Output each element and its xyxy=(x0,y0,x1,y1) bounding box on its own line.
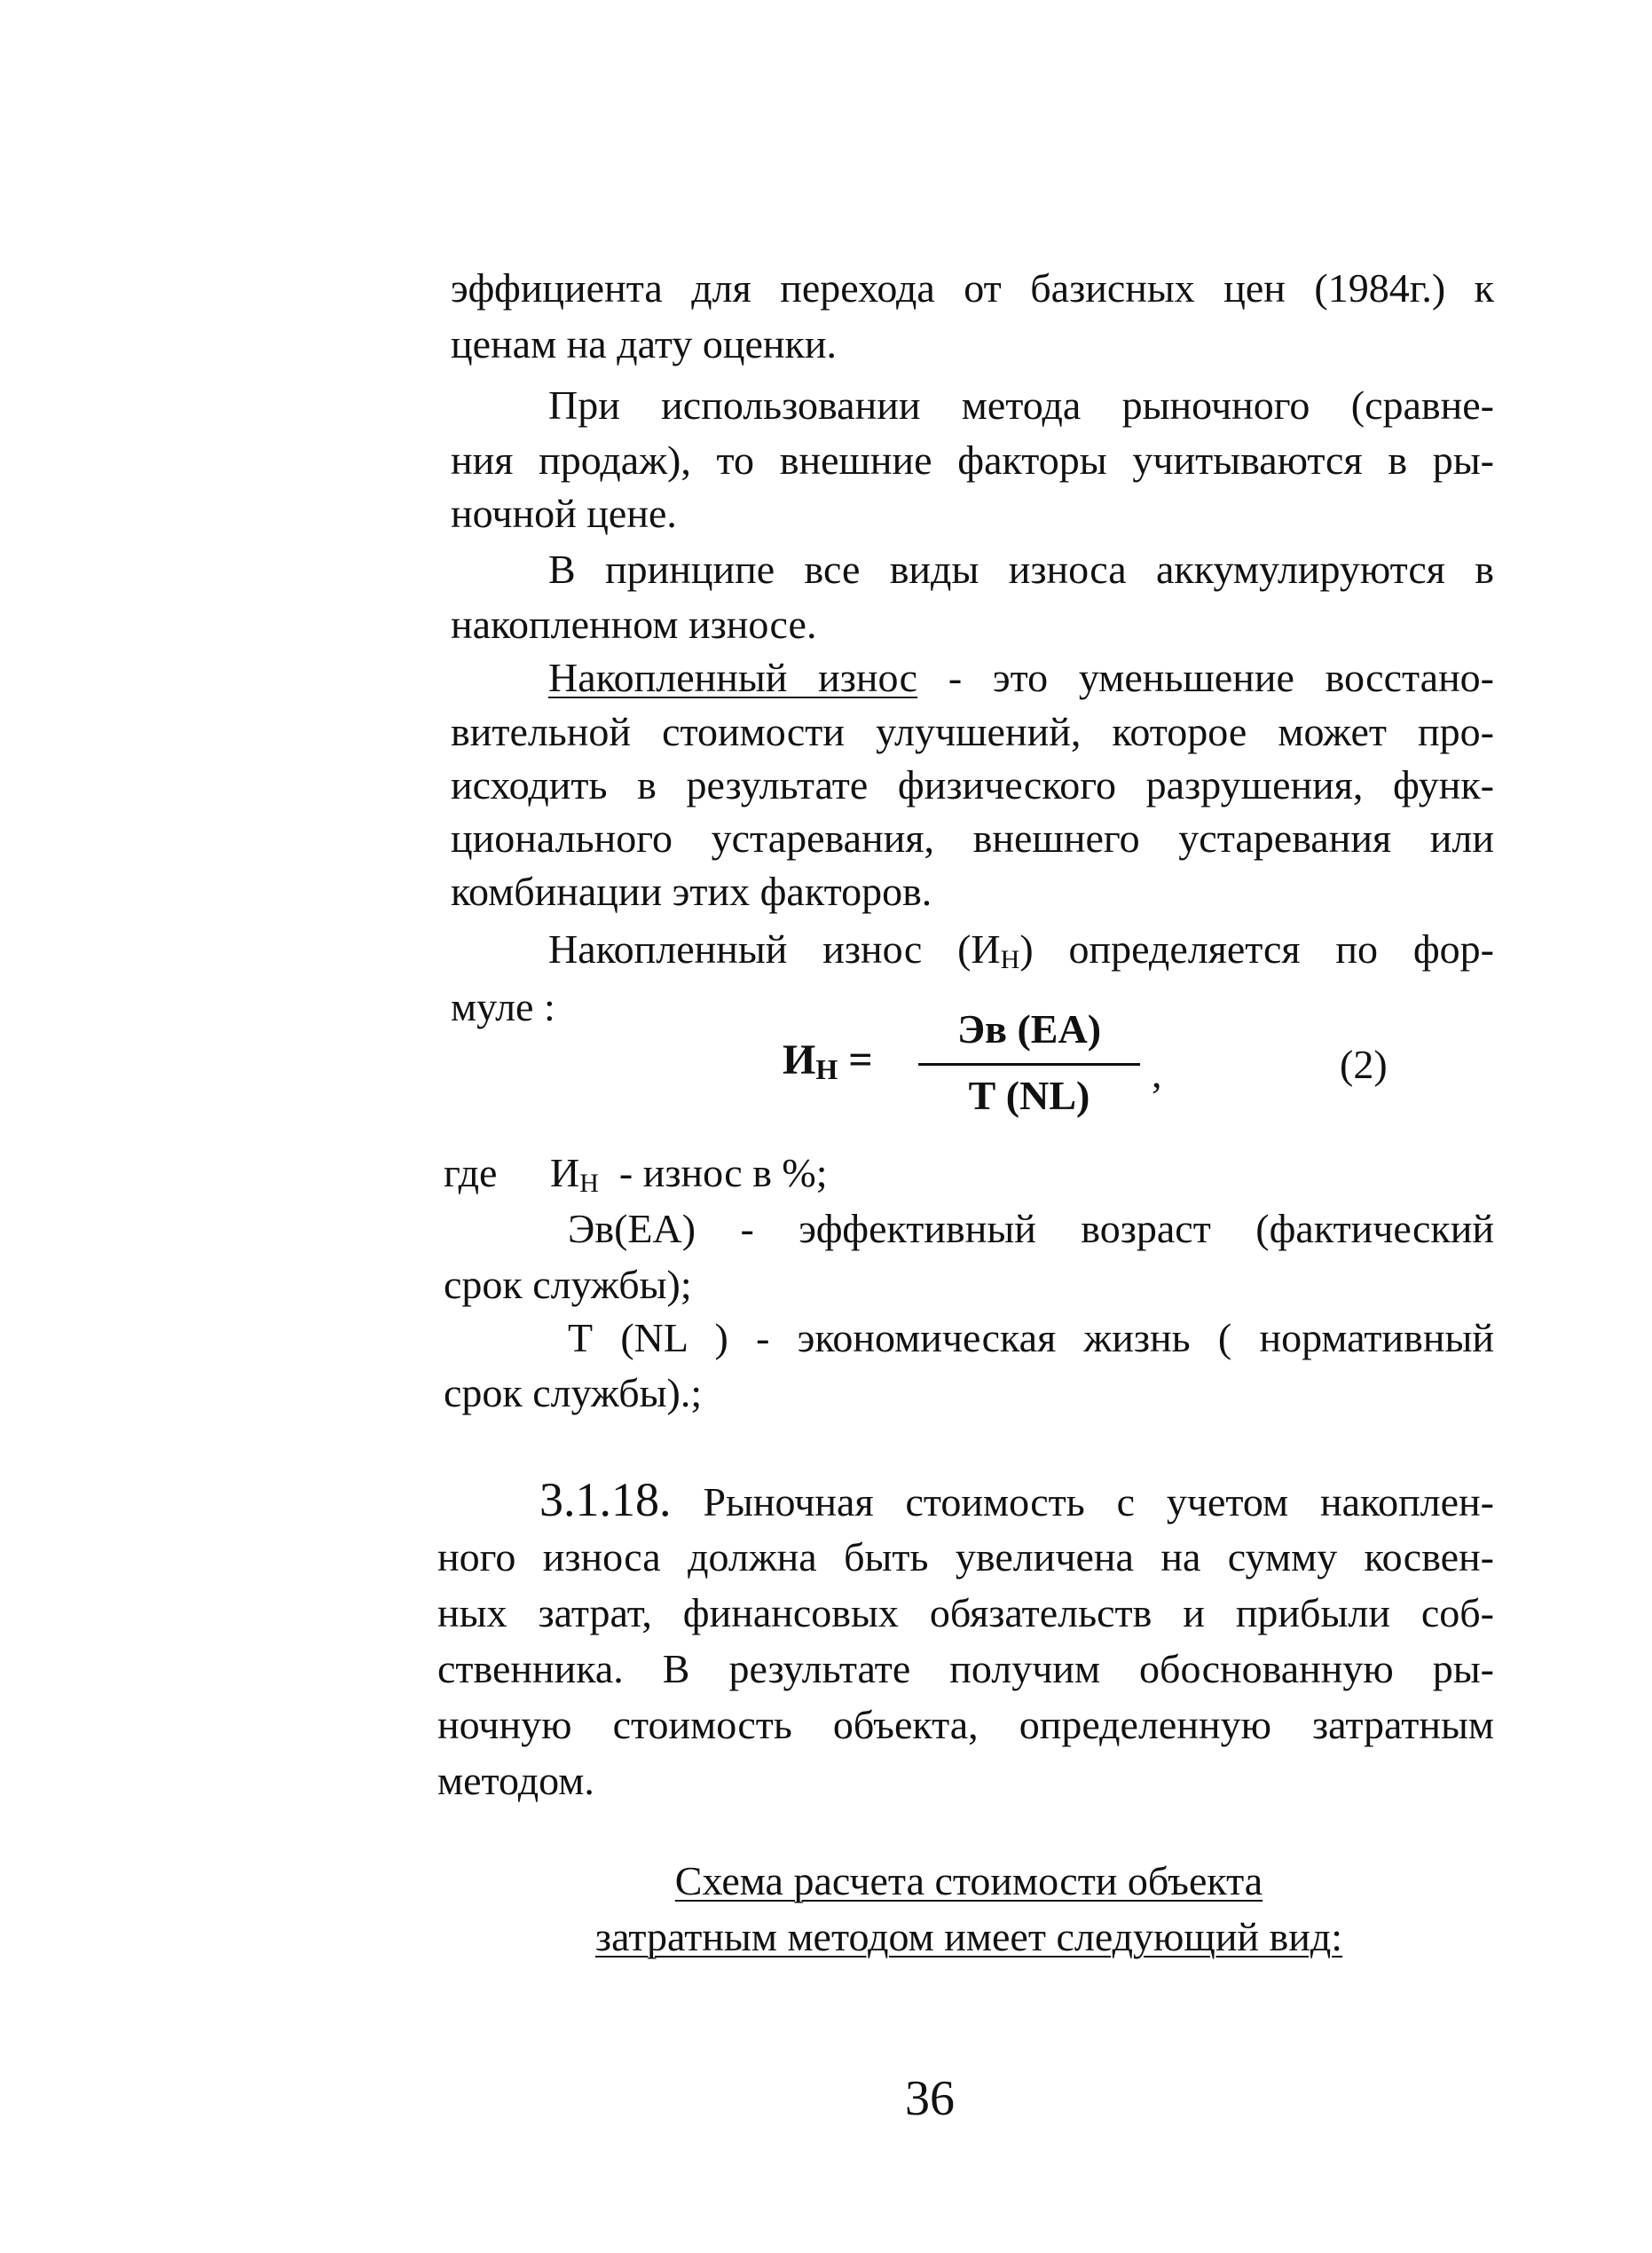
subscript: Н xyxy=(1000,945,1020,974)
paragraph-line: исходить в результате физического разрушения, функ- xyxy=(451,762,1494,807)
paragraph-line: методом. xyxy=(437,1758,594,1803)
paragraph-line: ночной цене. xyxy=(451,491,677,536)
formula-symbol: И xyxy=(783,1036,816,1083)
paragraph-line: муле : xyxy=(451,984,555,1029)
text-span: ) определяется по фор- xyxy=(1019,926,1494,972)
equals-sign: = xyxy=(838,1036,873,1083)
section-text: Рыночная стоимость с учетом накоплен- xyxy=(671,1479,1494,1524)
paragraph-line: ния продаж), то внешние факторы учитываются в ры- xyxy=(451,437,1494,483)
defined-term: Накопленный износ xyxy=(548,655,918,700)
subscript: Н xyxy=(579,1169,599,1198)
where-definition-2-cont: срок службы); xyxy=(444,1262,692,1307)
formula-subscript: Н xyxy=(815,1053,838,1085)
scheme-heading-line-2: затратным методом имеет следующий вид: xyxy=(594,1914,1343,1959)
paragraph-line: ночную стоимость объекта, определенную затратным xyxy=(437,1702,1494,1747)
paragraph-line: ционального устаревания, внешнего устаревания или xyxy=(451,815,1494,861)
symbol: И xyxy=(550,1150,580,1195)
definition-text: - износ в %; xyxy=(618,1150,828,1195)
paragraph-line: ных затрат, финансовых обязательств и прибыли соб- xyxy=(437,1590,1494,1635)
where-definition-2: Эв(ЕА) - эффективный возраст (фактический xyxy=(568,1206,1494,1251)
where-word: где xyxy=(444,1150,498,1195)
paragraph-line: ценам на дату оценки. xyxy=(451,321,837,366)
paragraph-line xyxy=(548,923,1494,987)
definition-text: - это уменьшение восстано- xyxy=(917,655,1494,700)
where-definition-3: Т (NL ) - экономическая жизнь ( нормативный xyxy=(568,1315,1494,1360)
paragraph-line: вительной стоимости улучшений, которое может про- xyxy=(451,709,1494,754)
formula-lhs xyxy=(783,1034,873,1096)
formula-denominator: Т (NL) xyxy=(968,1073,1090,1118)
page-number: 36 xyxy=(905,2071,955,2126)
where-definition-3-cont: срок службы).; xyxy=(444,1370,703,1415)
definition-first-line xyxy=(548,651,1494,705)
paragraph-line: При использовании метода рыночного (сравне- xyxy=(548,382,1494,428)
paragraph-line: комбинации этих факторов. xyxy=(451,869,932,914)
text-span: Накопленный износ (И xyxy=(548,926,1001,972)
paragraph-line: ственника. В результате получим обоснованную ры- xyxy=(437,1646,1494,1691)
formula-number: (2) xyxy=(1340,1042,1388,1087)
section-first-line xyxy=(539,1473,1494,1529)
paragraph-line: эффициента для перехода от базисных цен (1984г.) к xyxy=(451,265,1494,311)
fraction-bar xyxy=(918,1063,1140,1066)
paragraph-line: В принципе все виды износа аккумулируются в xyxy=(548,547,1494,592)
paragraph-line: ного износа должна быть увеличена на сумму косвен- xyxy=(437,1534,1494,1579)
section-number: 3.1.18. xyxy=(539,1473,672,1526)
formula-numerator: Эв (ЕА) xyxy=(956,1006,1102,1052)
scheme-heading-line-1: Схема расчета стоимости объекта xyxy=(674,1858,1263,1903)
paragraph-line: накопленном износе. xyxy=(451,602,817,647)
where-definition-1 xyxy=(550,1146,828,1210)
formula-comma: , xyxy=(1152,1051,1162,1096)
